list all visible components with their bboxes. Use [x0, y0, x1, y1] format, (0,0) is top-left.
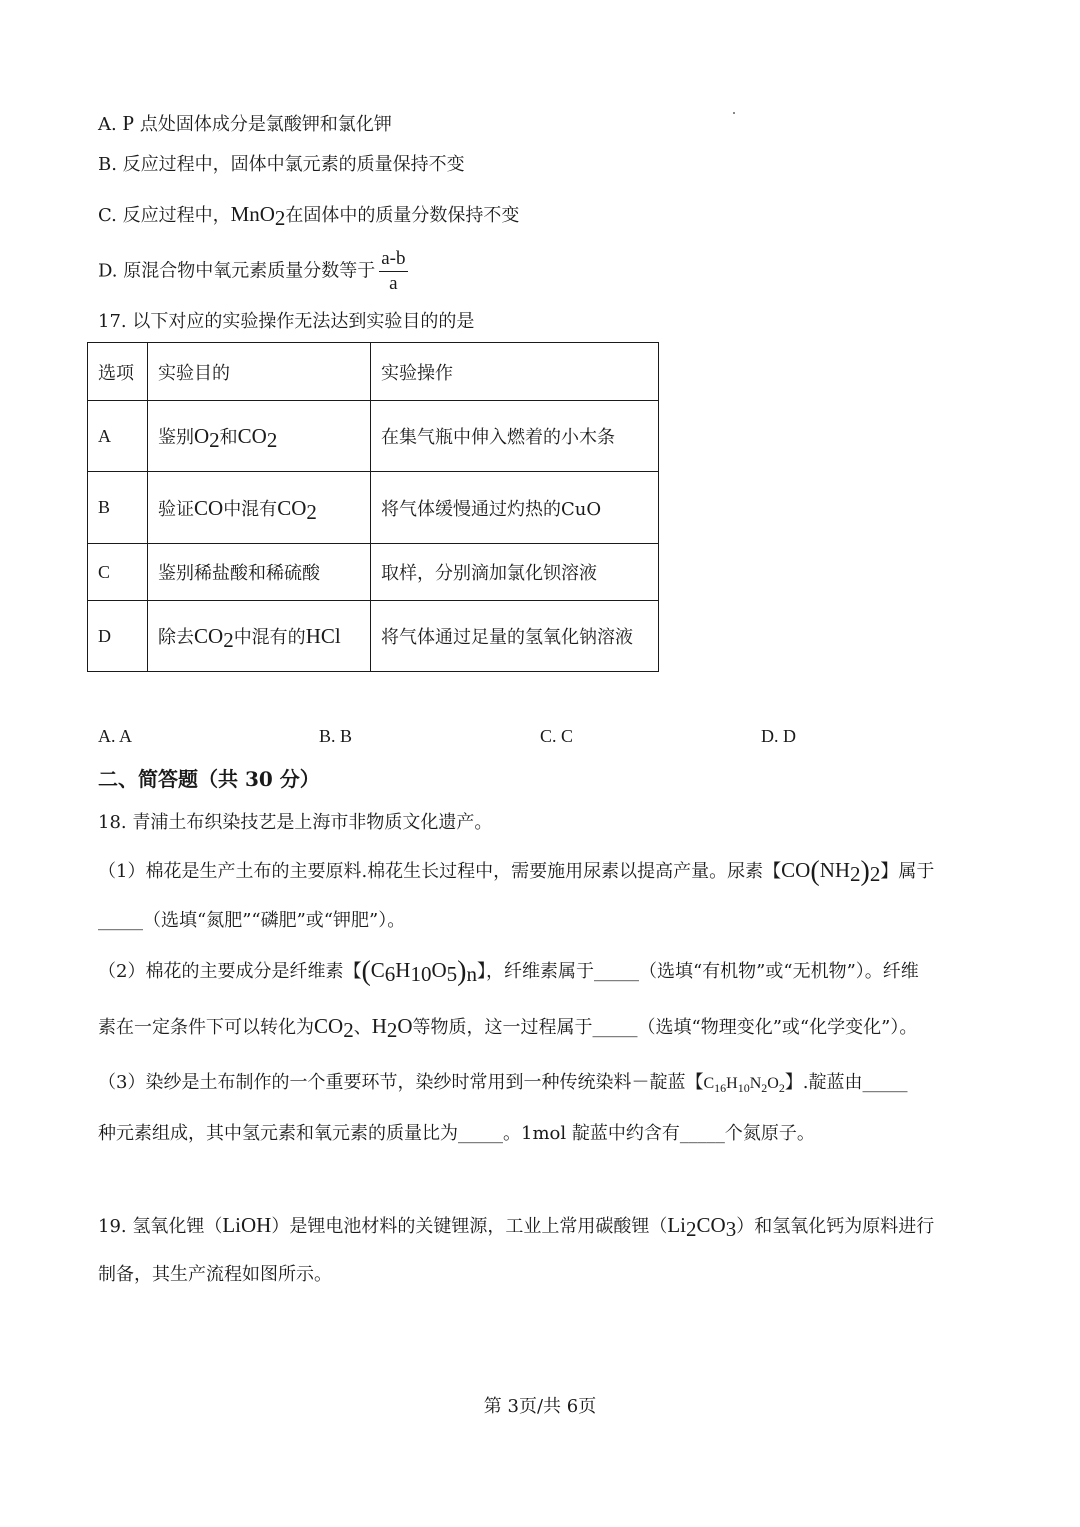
q18-stem: 18. 青浦土布织染技艺是上海市非物质文化遗产。	[98, 812, 493, 833]
table-row	[88, 472, 659, 544]
table-cell-goal: 鉴别稀盐酸和稀硫酸	[148, 544, 371, 601]
q18-part3: （3）染纱是土布制作的一个重要环节，染纱时常用到一种传统染料－靛蓝【$C_{16}H_{10}N_2O_2$】.靛蓝由_____	[98, 1072, 908, 1095]
table-cell-goal: 除去$CO_2$中混有的HCl	[148, 601, 371, 672]
table-cell-operation: 将气体缓慢通过灼热的CuO	[371, 472, 659, 544]
q18-part1-line2: _____（选填“氮肥”“磷肥”或“钾肥”）。	[98, 910, 406, 931]
table-row	[88, 544, 659, 601]
q18-part1: （1）棉花是生产土布的主要原料.棉花生长过程中，需要施用尿素以提高产量。尿素【$CO(NH_2)_2$】属于	[98, 856, 935, 887]
q17-stem: 17. 以下对应的实验操作无法达到实验目的的是	[98, 311, 475, 332]
table-header-cell: 实验目的	[148, 343, 371, 401]
q18-part3-line2: 种元素组成，其中氢元素和氧元素的质量比为_____。1mol 靛蓝中约含有_____个氮原子。	[98, 1123, 815, 1144]
q17-choice-d: D. D	[761, 726, 796, 746]
section-heading: 二、简答题（共 30 分）	[98, 767, 320, 791]
table-row	[88, 601, 659, 672]
table-header-cell: 实验操作	[371, 343, 659, 401]
table-cell-option: B	[88, 472, 148, 544]
table-header-row	[88, 343, 659, 401]
table-cell-option: D	[88, 601, 148, 672]
q19-line2: 制备，其生产流程如图所示。	[98, 1264, 332, 1285]
table-cell-goal: 鉴别$O_2$和$CO_2$	[148, 401, 371, 472]
q17-choice-a: A. A	[98, 726, 133, 746]
table-cell-option: A	[88, 401, 148, 472]
table-cell-operation: 在集气瓶中伸入燃着的小木条	[371, 401, 659, 472]
q16-option-c: C. 反应过程中，MnO$_2$在固体中的质量分数保持不变	[98, 202, 520, 230]
q18-part2-line2: 素在一定条件下可以转化为$CO_2$、$H_2O$等物质，这一过程属于_____（选填“物理变化”或“化学变化”）。	[98, 1014, 918, 1042]
experiment-table	[87, 342, 659, 672]
q17-choice-c: C. C	[540, 726, 574, 746]
table-row	[88, 401, 659, 472]
table-cell-operation: 将气体通过足量的氢氧化钠溶液	[371, 601, 659, 672]
speck	[733, 112, 735, 114]
q17-choice-b: B. B	[319, 726, 353, 746]
fraction: $\frac{a-b}{a}$	[381, 248, 406, 294]
table-cell-goal: 验证CO中混有$CO_2$	[148, 472, 371, 544]
q16-option-a: A. P 点处固体成分是氯酸钾和氯化钾	[98, 111, 392, 135]
table-cell-option: C	[88, 544, 148, 601]
q19-line1: 19. 氢氧化锂（LiOH）是锂电池材料的关键锂源，工业上常用碳酸锂$(Li_2CO_3)$和氢氧化钙为原料进行	[98, 1213, 935, 1241]
q18-part2: （2）棉花的主要成分是纤维素【$(C_6H_{10}O_5)_n$】，纤维素属于_____（选填“有机物”或“无机物”）。纤维	[98, 956, 919, 987]
table-cell-operation: 取样，分别滴加氯化钡溶液	[371, 544, 659, 601]
q16-option-d: D. 原混合物中氧元素质量分数等于 $\frac{a-b}{a}$	[98, 248, 406, 294]
page-footer: 第 3页/共 6页	[483, 1396, 597, 1417]
q16-option-b: B. 反应过程中，固体中氯元素的质量保持不变	[98, 154, 465, 175]
table-header-cell: 选项	[88, 343, 148, 401]
